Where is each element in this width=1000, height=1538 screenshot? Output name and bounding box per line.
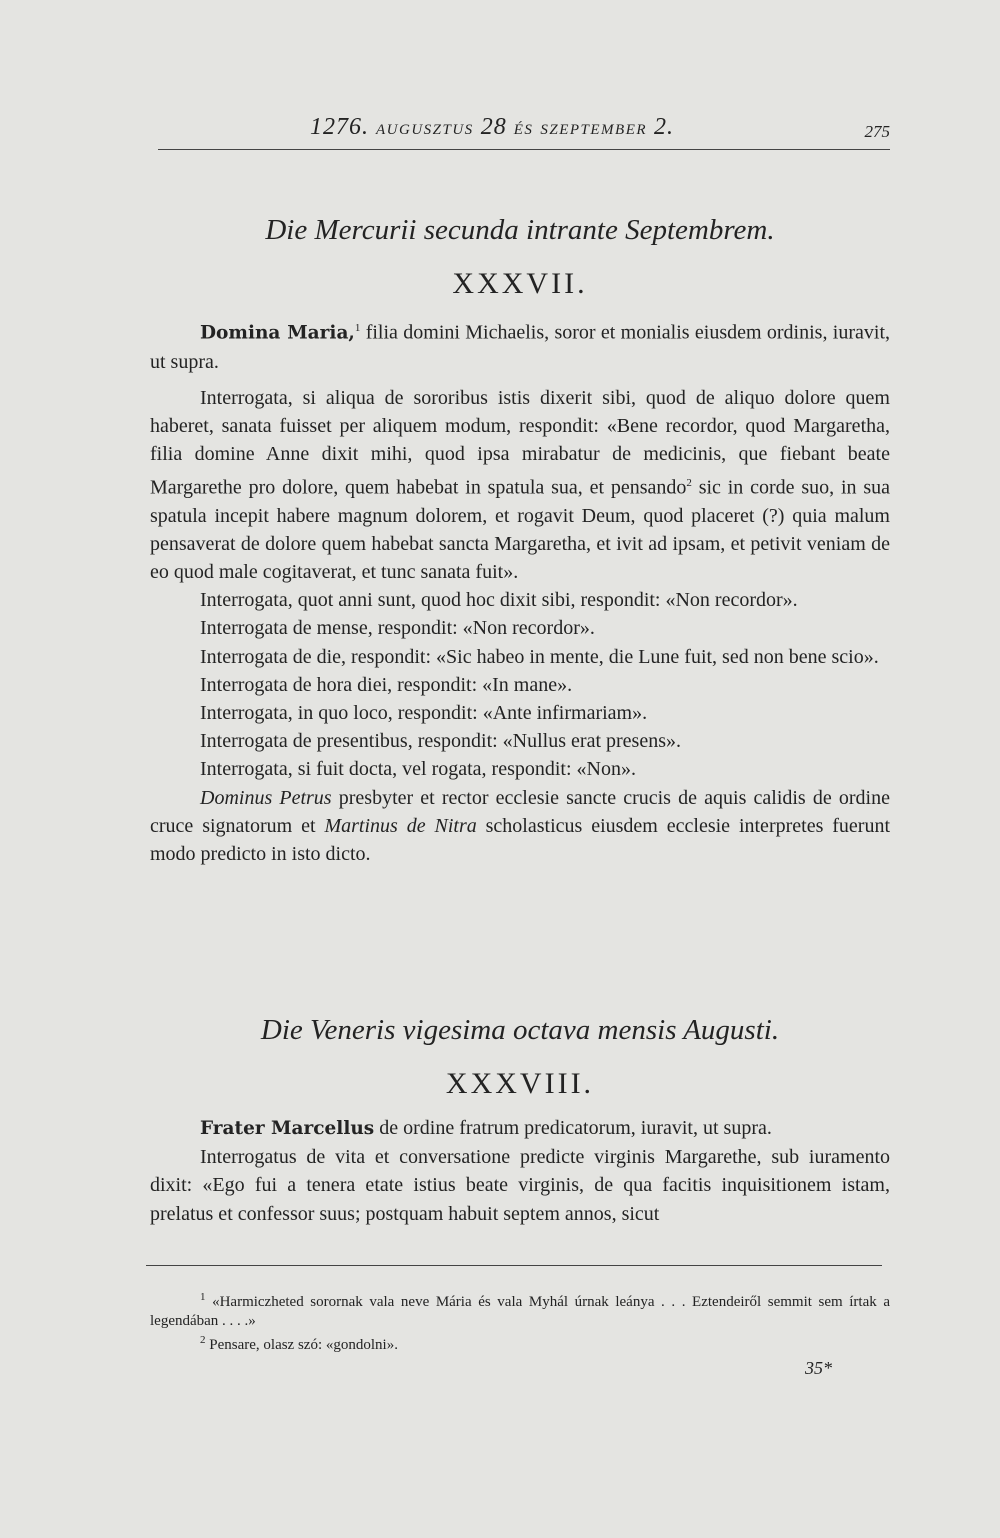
testimony-paragraph: Interrogata, si aliqua de sororibus istis dixerit sibi, quod de aliquo dolore quem haberet, sanata fuisset per aliquem modum, respondit: «Bene recordor, quod Margaretha, filia domine Anne dixit mihi, quod ipsa mirabatur de medicinis, que fiebant beate Margarethe pro dolore, quem habebat in spatula sua, et pensando$^2$ sic in corde suo, in sua spatula incepit habere magnum dolorem, et rogavit Deum, quod placeret (?) quia malum pensaverat de dolore quem habebat sancta Margaretha, et ivit ad ipsam, et petivit veniam de eo quod male cogitaverat, et tunc sanata fuit».: [150, 387, 890, 583]
running-header-title: 1276. AUGUSZTUS 28 ÉS SZEPTEMBER 2.: [310, 114, 675, 140]
question-line: Interrogata de mense, respondit: «Non recordor».: [200, 617, 595, 640]
footnotes: [150, 1288, 890, 1355]
section-38: [150, 1012, 890, 1228]
question-line: Interrogata, si fuit docta, vel rogata, respondit: «Non».: [200, 758, 636, 781]
question-line: Interrogata, quot anni sunt, quod hoc dixit sibi, respondit: «Non recordor».: [200, 589, 798, 612]
section-37: [150, 212, 890, 868]
testimony-paragraph: Interrogatus de vita et conversatione predicte virginis Margarethe, sub iuramento dixit: «Ego fui a tenera etate istius beate virginis, de qua facitis inquisitionem istam, prelatus et confessor suus; postquam habuit septem annos, sicut: [150, 1146, 890, 1225]
footnote-1: $^1$ «Harmiczheted sorornak vala neve Mária és vala Myhál úrnak leánya . . . Eztendeiről semmit sem írtak a legendában . . . .»: [150, 1291, 890, 1329]
header-rule: [158, 149, 890, 150]
witness-name: Frater Marcellus: [200, 1118, 375, 1139]
footnote-rule: [146, 1265, 882, 1266]
question-line: Interrogata de hora diei, respondit: «In mane».: [200, 673, 573, 696]
section-date-heading: Die Mercurii secunda intrante Septembrem.: [265, 214, 775, 246]
section-number: XXXVII.: [452, 267, 588, 300]
footnote-2: $^2$ Pensare, olasz szó: «gondolni».: [200, 1334, 398, 1353]
printer-signature-mark: 35*: [805, 1358, 832, 1378]
section-date-heading: Die Veneris vigesima octava mensis Augusti.: [260, 1014, 780, 1046]
witness-intro: Frater Marcellus de ordine fratrum predicatorum, iuravit, ut supra.: [200, 1117, 772, 1139]
interpreters-paragraph: Dominus Petrus presbyter et rector ecclesie sancte crucis de aquis calidis de ordine cruce signatorum et Martinus de Nitra scholasticus eiusdem ecclesie interpretes fuerunt modo predicto in isto dicto.: [150, 786, 891, 865]
question-line: Interrogata de die, respondit: «Sic habeo in mente, die Lune fuit, sed non bene scio».: [200, 645, 879, 668]
footnote-ref: 1: [354, 322, 361, 334]
footnote-ref: 2: [686, 476, 692, 489]
page-number: 275: [864, 122, 890, 141]
question-line: Interrogata, in quo loco, respondit: «Ante infirmariam».: [200, 701, 648, 724]
question-line: Interrogata de presentibus, respondit: «Nullus erat presens».: [200, 730, 681, 753]
section-number: XXXVIII.: [445, 1067, 595, 1100]
witness-name: Domina Maria,: [200, 322, 355, 344]
running-header: [150, 114, 890, 144]
witness-intro: Domina Maria,$^1$ filia domini Michaelis, soror et monialis eiusdem ordinis, iuravit, ut supra.: [150, 321, 890, 373]
